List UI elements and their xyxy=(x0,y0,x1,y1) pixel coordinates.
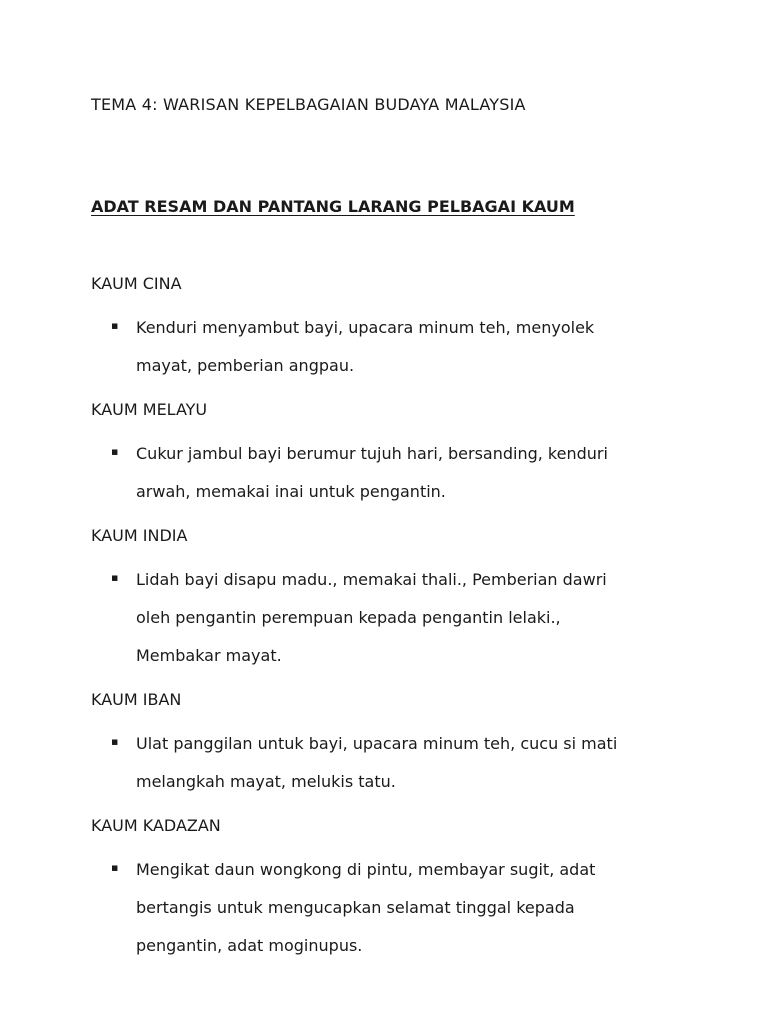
bullet-icon: ▪ xyxy=(111,445,119,458)
list-item xyxy=(91,725,636,801)
section-label: KAUM CINA xyxy=(91,274,182,293)
section-label: KAUM INDIA xyxy=(91,526,188,545)
section-label: KAUM MELAYU xyxy=(91,400,208,419)
bullet-icon: ▪ xyxy=(111,861,119,874)
bullet-icon: ▪ xyxy=(111,571,119,584)
document-title: TEMA 4: WARISAN KEPELBAGAIAN BUDAYA MALAYSIA xyxy=(91,95,526,114)
list-item xyxy=(91,309,636,385)
list-item xyxy=(91,561,636,675)
section-kaum-melayu xyxy=(91,397,691,511)
document-heading: ADAT RESAM DAN PANTANG LARANG PELBAGAI KAUM xyxy=(91,197,575,216)
bullet-icon: ▪ xyxy=(111,319,119,332)
bullet-icon: ▪ xyxy=(111,735,119,748)
list-item-text: Lidah bayi disapu madu., memakai thali., Pemberian dawri oleh pengantin perempuan kepada pengantin lelaki., Membakar mayat. xyxy=(136,570,607,665)
section-label: KAUM KADAZAN xyxy=(91,816,221,835)
sections-list xyxy=(91,271,691,977)
list-item xyxy=(91,851,636,965)
section-kaum-iban xyxy=(91,687,691,801)
list-item xyxy=(91,435,636,511)
section-kaum-india xyxy=(91,523,691,675)
section-label: KAUM IBAN xyxy=(91,690,182,709)
section-kaum-cina xyxy=(91,271,691,385)
list-item-text: Ulat panggilan untuk bayi, upacara minum teh, cucu si mati melangkah mayat, melukis tatu. xyxy=(136,734,618,791)
list-item-text: Mengikat daun wongkong di pintu, membayar sugit, adat bertangis untuk mengucapkan selamat tinggal kepada pengantin, adat moginupus. xyxy=(136,860,596,955)
list-item-text: Cukur jambul bayi berumur tujuh hari, bersanding, kenduri arwah, memakai inai untuk pengantin. xyxy=(136,444,608,501)
list-item-text: Kenduri menyambut bayi, upacara minum teh, menyolek mayat, pemberian angpau. xyxy=(136,318,595,375)
section-kaum-kadazan xyxy=(91,813,691,965)
